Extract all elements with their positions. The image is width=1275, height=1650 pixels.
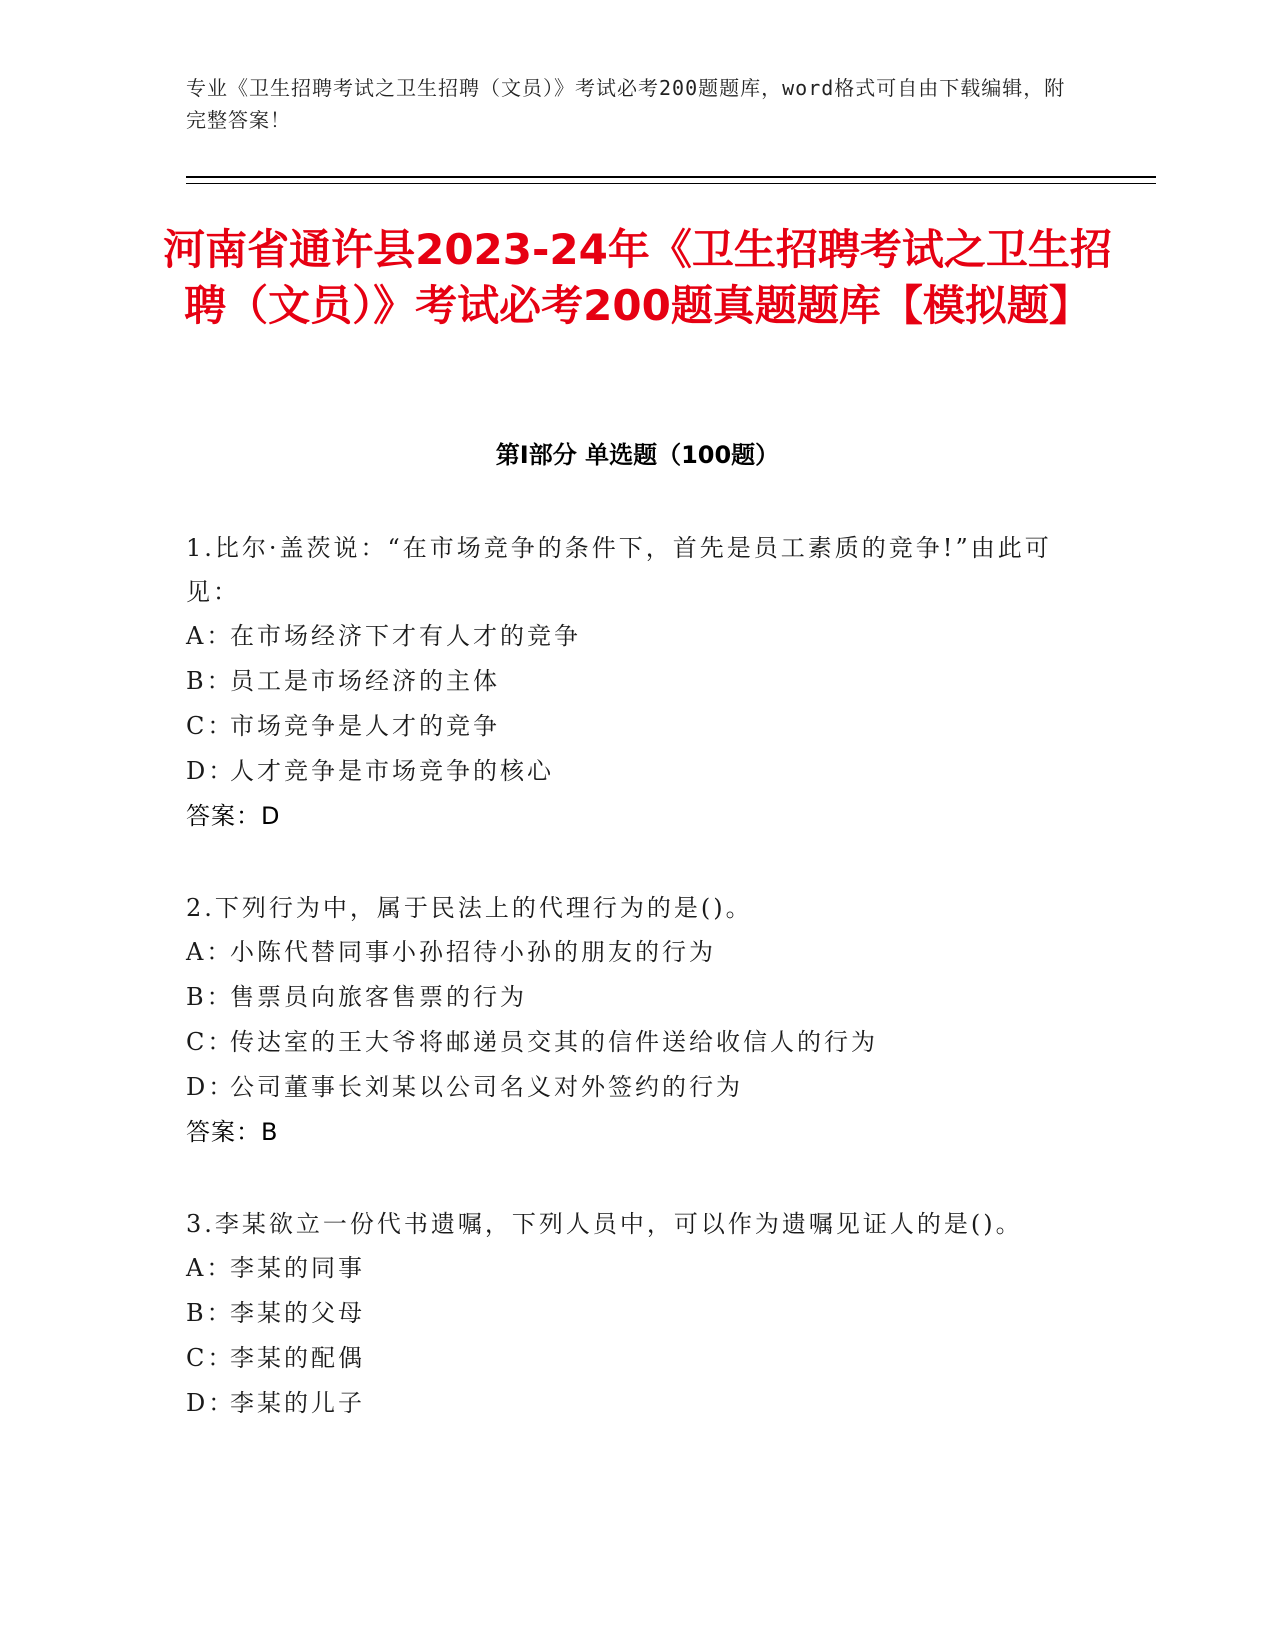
option-key: C： bbox=[186, 1028, 235, 1056]
option-c bbox=[186, 704, 1066, 749]
answer-line bbox=[186, 794, 1066, 839]
option-text: 李某的配偶 bbox=[230, 1344, 365, 1372]
option-text: 售票员向旅客售票的行为 bbox=[230, 983, 527, 1011]
option-key: B： bbox=[186, 983, 234, 1011]
option-key: C： bbox=[186, 1344, 235, 1372]
header-divider-thick bbox=[186, 176, 1156, 178]
option-d bbox=[186, 1381, 1066, 1426]
answer-prefix: 答案： bbox=[186, 802, 261, 830]
option-key: D： bbox=[186, 1389, 236, 1417]
option-b bbox=[186, 1291, 1066, 1336]
question-stem: 1.比尔·盖茨说：“在市场竞争的条件下，首先是员工素质的竞争!”由此可见： bbox=[186, 534, 1052, 606]
option-text: 传达室的王大爷将邮递员交其的信件送给收信人的行为 bbox=[230, 1028, 878, 1056]
section-heading: 第Ⅰ部分 单选题（100题） bbox=[495, 441, 780, 469]
option-a bbox=[186, 614, 1066, 659]
document-title: 河南省通许县2023-24年《卫生招聘考试之卫生招聘（文员）》考试必考200题真题题库【模拟题】 bbox=[163, 225, 1112, 330]
option-key: D： bbox=[186, 1073, 236, 1101]
option-key: A： bbox=[186, 1254, 234, 1282]
option-key: C： bbox=[186, 712, 235, 740]
option-key: A： bbox=[186, 622, 234, 650]
option-text: 李某的同事 bbox=[230, 1254, 365, 1282]
option-text: 在市场经济下才有人才的竞争 bbox=[230, 622, 581, 650]
option-text: 人才竞争是市场竞争的核心 bbox=[230, 757, 554, 785]
option-key: B： bbox=[186, 1299, 234, 1327]
option-text: 市场竞争是人才的竞争 bbox=[230, 712, 500, 740]
option-key: A： bbox=[186, 938, 234, 966]
question-3 bbox=[186, 1202, 1066, 1426]
option-text: 李某的儿子 bbox=[230, 1389, 365, 1417]
option-d bbox=[186, 749, 1066, 794]
answer-line bbox=[186, 1110, 1066, 1155]
question-list bbox=[186, 526, 1066, 1473]
option-b bbox=[186, 975, 1066, 1020]
question-stem: 2.下列行为中，属于民法上的代理行为的是()。 bbox=[186, 894, 753, 922]
option-a bbox=[186, 1246, 1066, 1291]
option-d bbox=[186, 1065, 1066, 1110]
question-stem: 3.李某欲立一份代书遗嘱，下列人员中，可以作为遗嘱见证人的是()。 bbox=[186, 1210, 1023, 1238]
option-key: D： bbox=[186, 757, 236, 785]
answer-value: B bbox=[261, 1118, 279, 1146]
option-a bbox=[186, 930, 1066, 975]
option-text: 员工是市场经济的主体 bbox=[230, 667, 500, 695]
answer-prefix: 答案： bbox=[186, 1118, 261, 1146]
option-c bbox=[186, 1020, 1066, 1065]
option-text: 李某的父母 bbox=[230, 1299, 365, 1327]
option-key: B： bbox=[186, 667, 234, 695]
answer-value: D bbox=[261, 802, 281, 830]
question-2 bbox=[186, 886, 1066, 1155]
option-b bbox=[186, 659, 1066, 704]
option-text: 小陈代替同事小孙招待小孙的朋友的行为 bbox=[230, 938, 716, 966]
question-1 bbox=[186, 526, 1066, 839]
header-divider-thin bbox=[186, 183, 1156, 184]
header-note: 专业《卫生招聘考试之卫生招聘（文员）》考试必考200题题库，word格式可自由下载编辑，附完整答案！ bbox=[186, 76, 1066, 132]
option-c bbox=[186, 1336, 1066, 1381]
option-text: 公司董事长刘某以公司名义对外签约的行为 bbox=[230, 1073, 743, 1101]
